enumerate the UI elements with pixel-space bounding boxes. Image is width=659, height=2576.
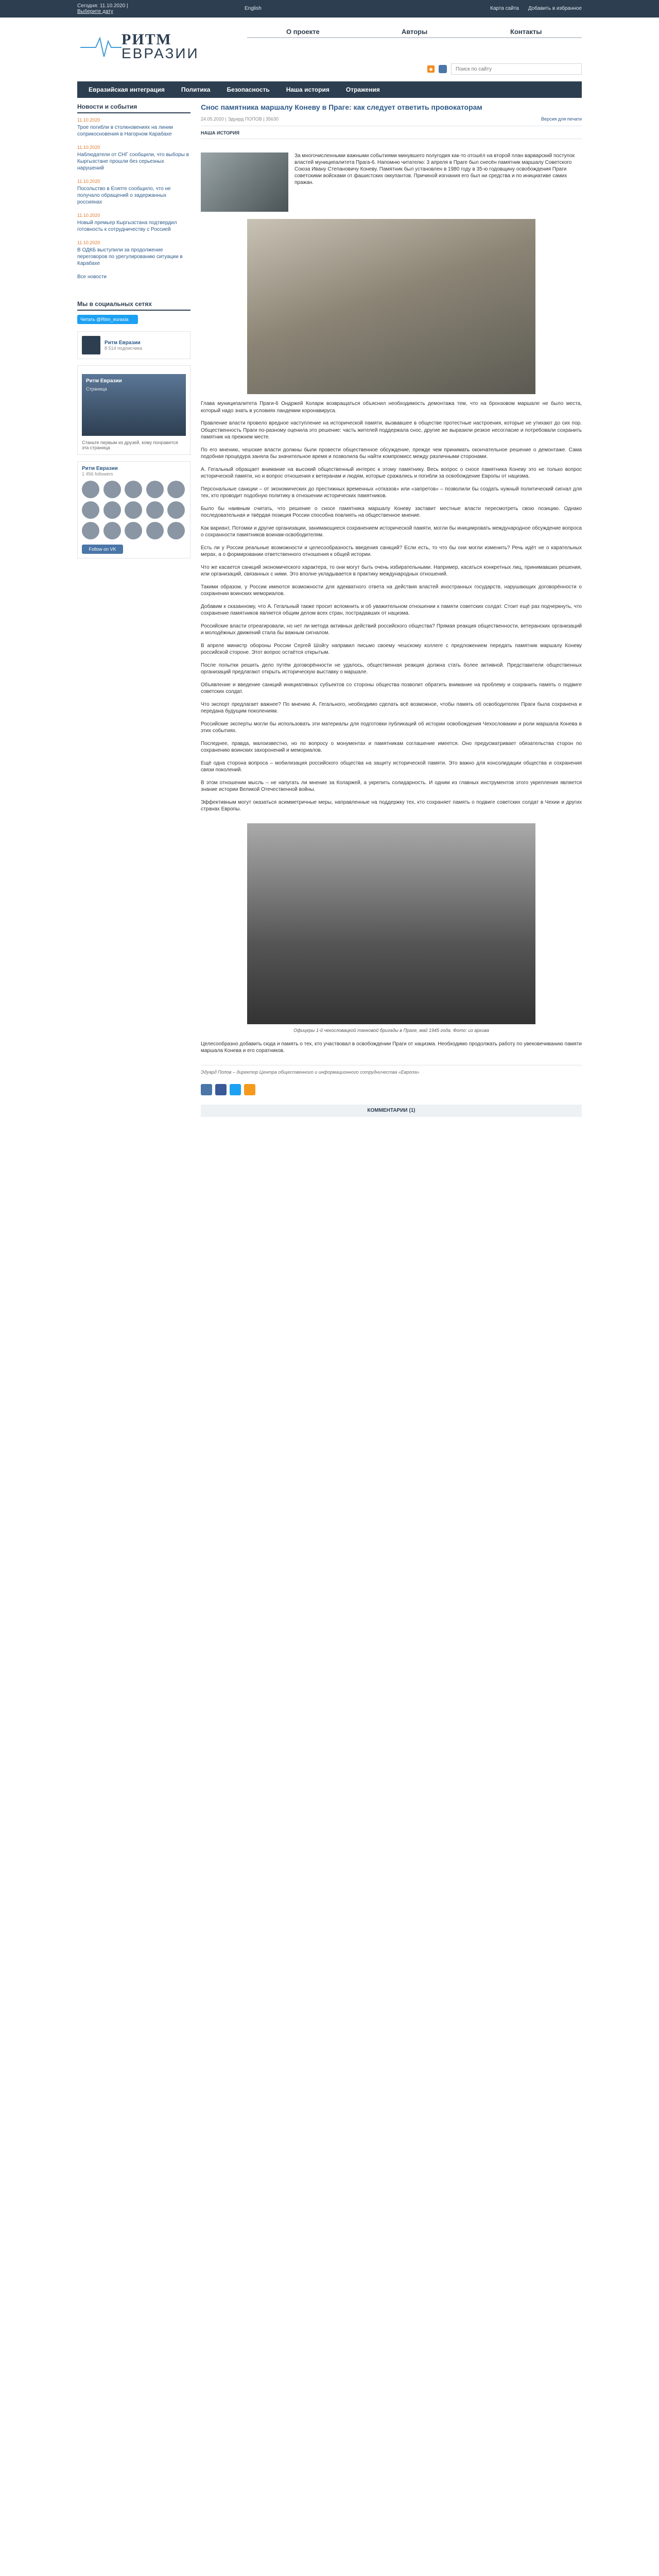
top-links <box>490 6 582 11</box>
date-display <box>77 3 128 14</box>
avatar <box>103 501 121 519</box>
site-logo[interactable] <box>80 31 199 62</box>
photo-caption: Офицеры 1-й чехословацкой танковой бригады в Праге, май 1945 года. Фото: из архива <box>293 1027 489 1033</box>
vk-icon[interactable] <box>439 65 447 73</box>
lead-text: За многочисленными важными событиями минувшего полугодия как-то отошёл на второй план варварский поступок властей муниципалитета Прага-6. Напомню читателю: 3 апреля в Праге был снесён памятник маршалу Советского Союза Ивану Степановичу Коневу. Памятник был установлен в 1980 году в 35-ю годовщину освобождения Праги советскими войсками от фашистских оккупантов. Причиной изгнания его был ни средства и по инициативе самих пражан. <box>294 153 575 185</box>
article-paragraph: Персональные санкции – от экономических до престижных временных «отказов» или «запретов» – позволили бы создать нужный политический сигнал для тех, кто проводит подобную политику в отношении исторических памятников. <box>201 486 582 499</box>
sitemap-link[interactable]: Карта сайта <box>490 6 519 11</box>
news-section-title: Новости и события <box>77 103 190 113</box>
all-news-link[interactable]: Все новости <box>77 274 107 280</box>
print-link[interactable]: Версия для печати <box>541 116 582 122</box>
comments-toggle[interactable]: КОММЕНТАРИИ (1) <box>201 1105 582 1117</box>
nav-contacts[interactable]: Контакты <box>470 26 582 38</box>
news-date: 11.10.2020 <box>77 240 100 245</box>
avatar <box>125 522 142 539</box>
article-lead <box>201 152 582 212</box>
vk-widget[interactable] <box>77 331 190 359</box>
logo-line1: РИТМ <box>122 31 172 48</box>
news-date: 11.10.2020 <box>77 213 100 218</box>
language-switch[interactable]: English <box>245 6 262 11</box>
article-paragraph: Было бы наивным считать, что решение о сносе памятника маршалу Коневу заставит местные власти пересмотреть свою позицию. Однако последовательная и твёрдая позиция России способна повлиять на общественное мнение. <box>201 505 582 518</box>
top-bar <box>0 0 659 18</box>
search-area <box>427 63 582 75</box>
follow-button[interactable]: Follow on VK <box>82 545 123 554</box>
twitter-follow-button[interactable]: Читать @Ritm_eurasia <box>77 315 138 324</box>
choose-date-link[interactable]: Выберите дату <box>77 9 113 14</box>
vk-name: Ритм Евразии <box>105 340 141 346</box>
monument-photo <box>247 219 535 394</box>
article-paragraph: А. Гегальный обращает внимание на высокий общественный интерес к этому памятнику. Весь вопрос о сносе памятника Коневу это не только вопрос исторической памяти, но и вопрос отношения к ветеранам и людям, которые сражались и погибли за освобождение Европы от нацизма. <box>201 466 582 479</box>
follower-avatars <box>82 481 186 539</box>
avatar <box>103 481 121 498</box>
header-nav <box>247 26 582 38</box>
avatar <box>167 522 185 539</box>
article-paragraph: Правление власти провело вредное наступление на исторической памяти, вызвавшее в обществе протестные настроения, которые не утихают до сих пор. Общественность Праги по-разному оценила это решение: часть жителей поддержала снос, другие же выразили резкое несогласие и потребовали сохранить памятник на прежнем месте. <box>201 420 582 440</box>
nav-security[interactable]: Безопасность <box>227 86 270 93</box>
article-paragraph: Российские эксперты могли бы использовать эти материалы для подготовки публикаций об истории освобождения Чехословакии и роли маршала Конева в этих событиях. <box>201 721 582 734</box>
vk-share-icon[interactable] <box>201 1084 212 1095</box>
nav-politics[interactable]: Политика <box>181 86 211 93</box>
nav-reflections[interactable]: Отражения <box>345 86 380 93</box>
social-title: Мы в социальных сетях <box>77 300 190 311</box>
sidebar <box>77 103 190 565</box>
article-paragraph: Есть ли у России реальные возможности и целесообразность введения санкций? Если есть, то что бы они могли изменить? Речь идёт не о карательных мерах, а о формировании ответственного отношения к общей истории. <box>201 545 582 557</box>
ok-share-icon[interactable] <box>244 1084 255 1095</box>
article-paragraph: Последнее, правда, малоизвестно, но по вопросу о монументах и памятникам соглашение имеется. Оно предусматривает обязательства сторон по сохранению воинских захоронений и мемориалов. <box>201 740 582 753</box>
avatar <box>146 522 164 539</box>
news-title[interactable]: Новый премьер Кыргызстана подтвердил готовность к сотрудничеству с Россией <box>77 220 177 232</box>
news-item[interactable] <box>77 240 190 267</box>
article-paragraph: Что экспорт предлагает важнее? По мнению А. Гегального, необходимо сделать всё возможное, чтобы память об освободителях Праги была сохранена и передана будущим поколениям. <box>201 701 582 714</box>
news-item[interactable] <box>77 145 190 172</box>
nav-authors[interactable]: Авторы <box>359 26 471 38</box>
favorites-link[interactable]: Добавить в избранное <box>528 6 582 11</box>
article-paragraph: Эффективным могут оказаться асимметричные меры, направленные на поддержку тех, кто сохраняет память о подвиге советских солдат в Чехии и других странах Европы. <box>201 799 582 812</box>
facebook-cover <box>82 374 186 436</box>
vk-subscribers: 8 514 подписчика <box>105 345 143 351</box>
nav-eurasian-integration[interactable]: Евразийская интеграция <box>89 86 165 93</box>
site-header <box>77 18 582 81</box>
nav-our-history[interactable]: Наша история <box>286 86 330 93</box>
news-date: 11.10.2020 <box>77 145 100 150</box>
article-title: Снос памятника маршалу Коневу в Праге: как следует ответить провокаторам <box>201 103 482 111</box>
article-paragraph: Как вариант, Потомки и другие организации, занимающиеся сохранением исторической памяти, могли бы инициировать международное обсуждение вопроса о сохранности памятников воинам-освободителям. <box>201 525 582 538</box>
article-paragraph: Российские власти отреагировали, но нет ли метода активных действий российского общества? Прямая реакция общественности, ветеранских организаций и молодёжных движений стала бы важным сигналом. <box>201 623 582 636</box>
article-date: 24.05.2020 | Эдуард ПОПОВ | 35630 <box>201 116 279 122</box>
main-nav <box>77 81 582 98</box>
article-paragraph: После попытки решить дело путём договорённости не удалось, общественная реакция должна стать более активной. Представители общественных организаций предлагают открыть историческую выставку о маршале. <box>201 662 582 675</box>
news-date: 11.10.2020 <box>77 117 100 123</box>
tw-followers: 1 456 followers <box>82 471 113 477</box>
news-title[interactable]: В ОДКБ выступили за продолжение переговоров по урегулированию ситуации в Карабахе <box>77 247 183 266</box>
news-title[interactable]: Посольство в Египте сообщило, что не получало обращений о задержанных россиянах <box>77 186 171 205</box>
news-item[interactable] <box>77 179 190 206</box>
avatar <box>82 522 99 539</box>
avatar <box>146 501 164 519</box>
news-title[interactable]: Наблюдатели от СНГ сообщили, что выборы в Кыргызстане прошли без серьезных нарушений <box>77 152 189 171</box>
article-rubric[interactable]: НАША ИСТОРИЯ <box>201 130 582 139</box>
lead-photo <box>201 152 288 212</box>
article-paragraph: Ещё одна сторона вопроса – мобилизация российского общества на защиту исторической памяти. Это важно для консолидации общества и сохранения связи поколений. <box>201 760 582 773</box>
facebook-share-icon[interactable] <box>215 1084 227 1095</box>
fb-note: Станьте первым из друзей, кому понравится эта страница <box>82 440 178 450</box>
article-paragraph: В апреле министр обороны России Сергей Шойгу направил письмо своему чешскому коллеге с предложением передать памятник маршалу Коневу российской стороне. Этот вопрос остаётся открытым. <box>201 642 582 655</box>
search-input[interactable] <box>451 63 582 75</box>
article-paragraph: Что же касается санкций экономического характера, то они могут быть очень избирательными. Например, касаться конкретных лиц, принимавших решения, или организаций, связанных с ними. Это вполне укладывается в практику международных отношений. <box>201 564 582 577</box>
article <box>201 103 582 1117</box>
news-item[interactable] <box>77 117 190 138</box>
today-date: Сегодня: 11.10.2020 | <box>77 3 128 9</box>
facebook-widget[interactable] <box>77 365 190 455</box>
article-author: Эдуард Попов – директор Центра общественного и информационного сотрудничества «Европа» <box>201 1065 582 1075</box>
avatar <box>82 481 99 498</box>
article-paragraph: Объявление и введение санкций инициативных субъектов со стороны общества позволит обратить внимание на проблему и сохранить память о подвиге советских солдат. <box>201 682 582 694</box>
avatar <box>82 501 99 519</box>
article-paragraph: По его мнению, чешские власти должны были провести общественное обсуждение, прежде чем принимать окончательное решение о демонтаже. Сама подобная процедура заняла бы значительное время и позволила бы найти компромисс между различными сторонами. <box>201 447 582 460</box>
tw-name: Ритм Евразии <box>82 466 118 471</box>
news-date: 11.10.2020 <box>77 179 100 184</box>
article-paragraph: В этом отношении мысль – не напугать ли мнение за Коларжей, а укрепить солидарность. И одним из главных инструментов этого укрепления является знание истории Великой Отечественной войны. <box>201 779 582 792</box>
article-paragraph: Глава муниципалитета Праги-6 Ондржей Коларж возвращаться объяснил необходимость демонтажа тем, что на бронзовом маршале не было места, который надо знать в условиях пандемии коронавируса. <box>201 401 582 414</box>
article-paragraph: Такими образом, у России имеются возможности для адекватного ответа на действия властей иностранных государств, нарушающих договорённости о сохранении воинских мемориалов. <box>201 584 582 597</box>
avatar <box>82 336 100 354</box>
twitter-widget[interactable] <box>77 461 190 558</box>
logo-line2: ЕВРАЗИИ <box>122 45 199 61</box>
fb-name: Ритм Евразии <box>86 378 122 384</box>
avatar <box>146 481 164 498</box>
social-section <box>77 300 190 558</box>
news-item[interactable] <box>77 213 190 233</box>
fb-sub: Страница <box>86 386 107 392</box>
avatar <box>167 481 185 498</box>
rss-icon[interactable]: ◉ <box>427 65 435 73</box>
avatar <box>125 481 142 498</box>
share-buttons <box>201 1084 582 1095</box>
officers-photo <box>247 823 535 1024</box>
article-paragraph: Целесообразно добавить сюда и память о тех, кто участвовал в освобождении Праги от нацизма. Необходимо продолжать работу по увековечиванию памяти маршала Конева и его соратников. <box>201 1041 582 1054</box>
nav-about[interactable]: О проекте <box>247 26 359 38</box>
twitter-share-icon[interactable] <box>230 1084 241 1095</box>
avatar <box>125 501 142 519</box>
avatar <box>167 501 185 519</box>
avatar <box>103 522 121 539</box>
news-title[interactable]: Трое погибли в столкновениях на линии соприкосновения в Нагорном Карабахе <box>77 125 173 137</box>
article-meta <box>201 116 582 126</box>
article-paragraph: Добавим к сказанному, что А. Гегальный также просит вспомнить и об уважительном отношении к памяти советских солдат. Стоит ещё раз подчеркнуть, что сохранение памятников является общим делом всех стран, пострадавших от нацизма. <box>201 603 582 616</box>
